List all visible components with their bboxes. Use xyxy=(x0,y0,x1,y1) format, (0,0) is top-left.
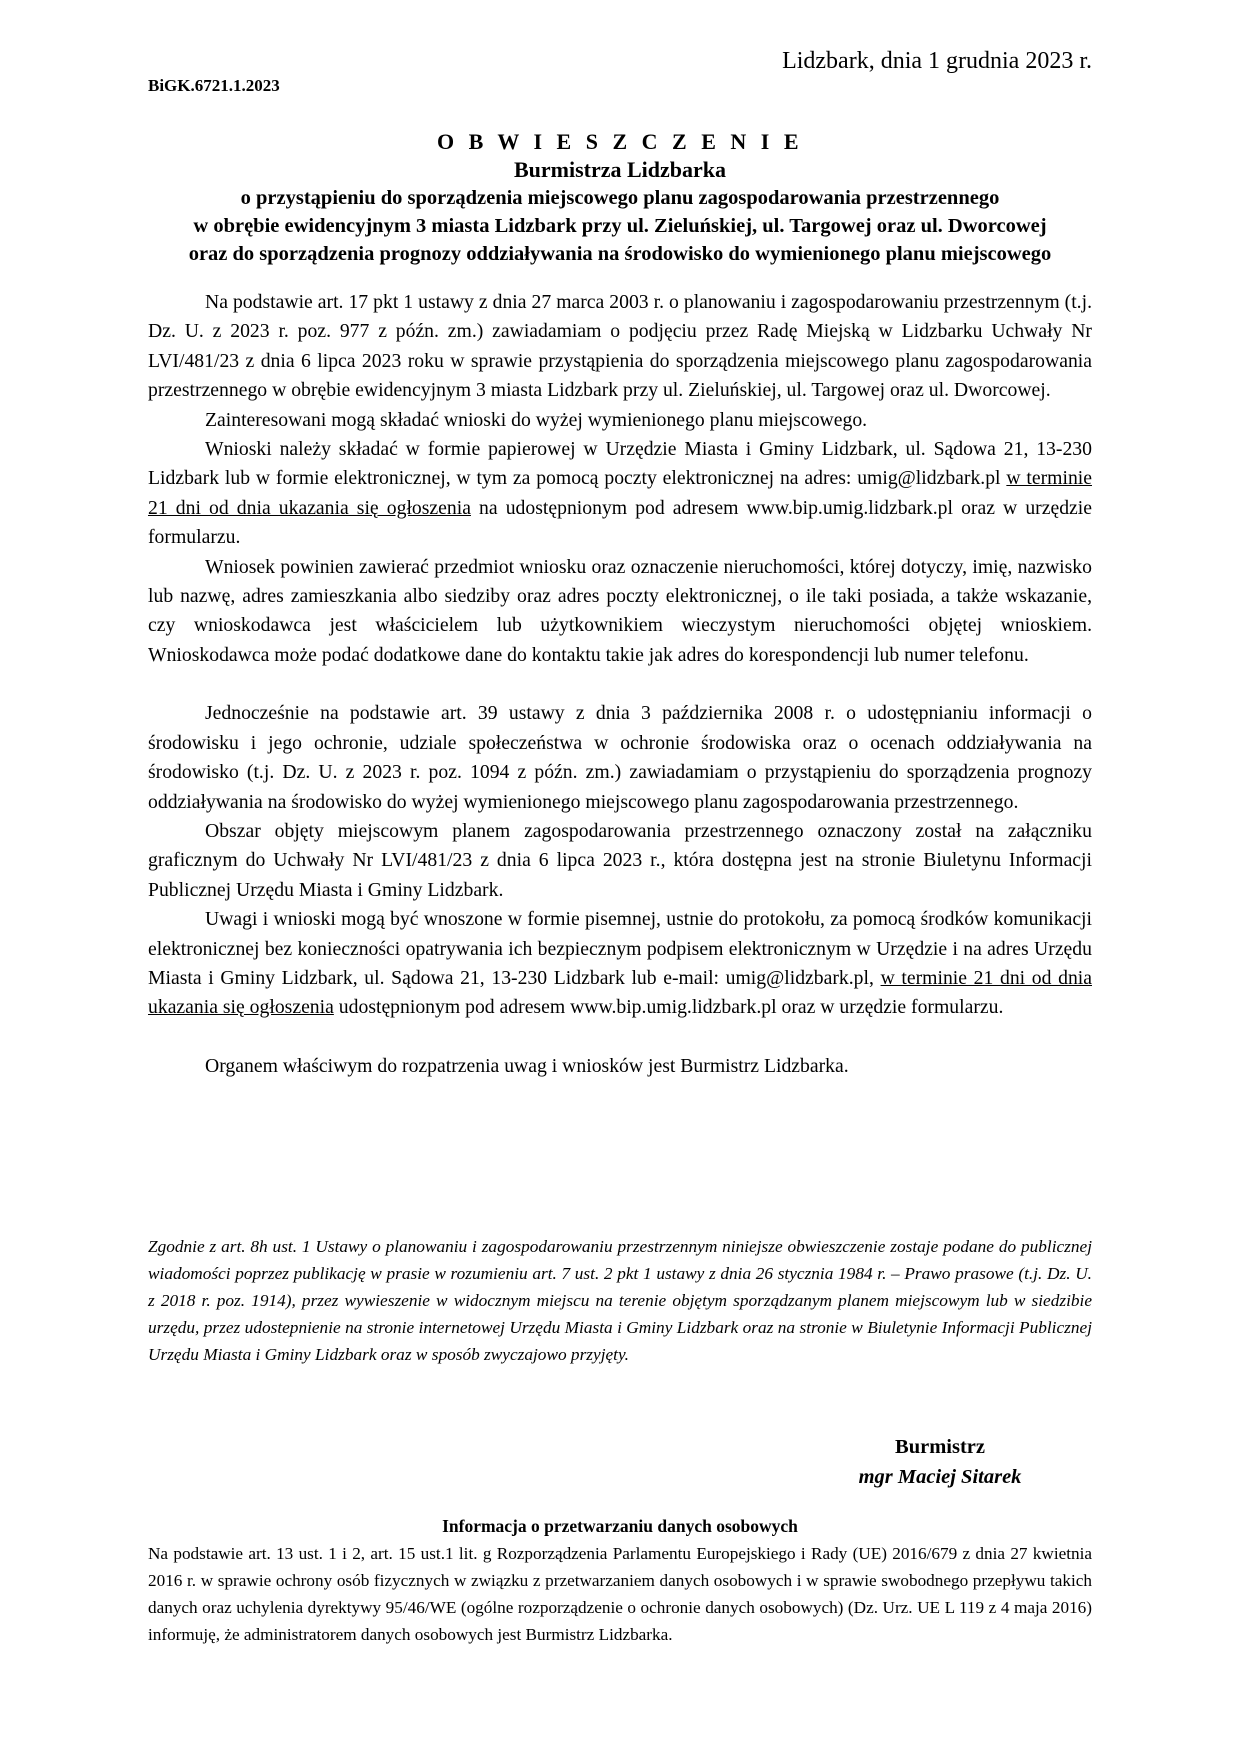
header-subject-line-3: oraz do sporządzenia prognozy oddziaływania na środowisko do wymienionego planu miejscowego xyxy=(188,243,1052,265)
data-protection-title: Informacja o przetwarzaniu danych osobowych xyxy=(442,1516,798,1536)
header-subject-line-2: w obrębie ewidencyjnym 3 miasta Lidzbark przy ul. Zieluńskiej, ul. Targowej oraz ul. Dworcowej xyxy=(193,215,1047,237)
signature-title: Burmistrz xyxy=(895,1436,985,1458)
document-reference-number: BiGK.6721.1.2023 xyxy=(148,76,280,95)
paragraph-submission xyxy=(148,435,1092,553)
data-protection-section xyxy=(148,1540,1092,1648)
paragraph-legal-basis: Na podstawie art. 17 pkt 1 ustawy z dnia 27 marca 2003 r. o planowaniu i zagospodarowaniu przestrzennym (t.j. Dz. U. z 2023 r. poz. 977 z późn. zm.) zawiadamiam o podjęciu przez Radę Miejską w Lidzbarku Uchwały Nr LVI/481/23 z dnia 6 lipca 2023 roku w sprawie przystąpienia do sporządzenia miejscowego planu zagospodarowania przestrzennego w obrębie ewidencyjnym 3 miasta Lidzbark przy ul. Zieluńskiej, ul. Targowej oraz ul. Dworcowej. xyxy=(148,291,1092,402)
paragraph-remarks-text-a: Uwagi i wnioski mogą być wnoszone w formie pisemnej, ustnie do protokołu, za pomocą środków komunikacji elektronicznej bez konieczności opatrywania ich bezpiecznym podpisem elektronicznym w Urzędzie i na adres Urzędu Miasta i Gminy Lidzbark, ul. Sądowa 21, 13-230 Lidzbark lub e-mail: umig@lidzbark.pl, xyxy=(148,908,1092,989)
deadline-underlined-1: w terminie 21 dni od dnia ukazania się ogłoszenia xyxy=(148,467,1092,519)
paragraph-remarks-text-b: udostępnionym pod adresem www.bip.umig.lidzbark.pl oraz w urzędzie formularzu. xyxy=(333,996,1004,1019)
header-subject-line-1: o przystąpieniu do sporządzenia miejscowego planu zagospodarowania przestrzennego xyxy=(240,187,1000,209)
document-header xyxy=(140,128,1100,268)
paragraph-plan-area: Obszar objęty miejscowym planem zagospodarowania przestrzennego oznaczony został na załączniku graficznym do Uchwały Nr LVI/481/23 z dnia 6 lipca 2023 r., która dostępna jest na stronie Biuletynu Informacji Publicznej Urzędu Miasta i Gminy Lidzbark. xyxy=(148,819,1092,901)
paragraph-remarks xyxy=(148,905,1092,1023)
legal-note-text: Zgodnie z art. 8h ust. 1 Ustawy o planowaniu i zagospodarowaniu przestrzennym niniejsze obwieszczenie zostaje podane do publicznej wiadomości poprzez publikację w prasie w rozumieniu art. 7 ust. 2 pkt 1 ustawy z dnia 26 stycznia 1984 r. – Prawo prasowe (t.j. Dz. U. z 2018 r. poz. 1914), przez wywieszenie w widocznym miejscu na terenie objętym sporządzanym planem miejscowym lub w siedzibie urzędu, przez udostepnienie na stronie internetowej Urzędu Miasta i Gminy Lidzbark oraz na stronie w Biuletynie Informacji Publicznej Urzędu Miasta i Gminy Lidzbark oraz w sposób zwyczajowo przyjęty. xyxy=(148,1237,1092,1364)
header-title: O B W I E S Z C Z E N I E xyxy=(437,129,803,154)
document-date: Lidzbark, dnia 1 grudnia 2023 r. xyxy=(782,48,1092,74)
data-protection-text: Na podstawie art. 13 ust. 1 i 2, art. 15 ust.1 lit. g Rozporządzenia Parlamentu Europejskiego i Rady (UE) 2016/679 z dnia 27 kwietnia 2016 r. w sprawie ochrony osób fizycznych w związku z przetwarzaniem danych osobowych i w sprawie swobodnego przepływu takich danych oraz uchylenia dyrektywy 95/46/WE (ogólne rozporządzenie o ochronie danych osobowych) (Dz. Urz. UE L 119 z 4 maja 2016) informuję, że administratorem danych osobowych jest Burmistrz Lidzbarka. xyxy=(148,1544,1092,1644)
header-issuer: Burmistrza Lidzbarka xyxy=(513,157,727,182)
signature-name: mgr Maciej Sitarek xyxy=(858,1466,1022,1488)
paragraph-competent-authority: Organem właściwym do rozpatrzenia uwag i wniosków jest Burmistrz Lidzbarka. xyxy=(205,1054,849,1077)
deadline-underlined-2: w terminie 21 dni od dnia ukazania się ogłoszenia xyxy=(148,966,1092,1019)
paragraph-submission-text-a: Wnioski należy składać w formie papierowej w Urzędzie Miasta i Gminy Lidzbark, ul. Sądowa 21, 13-230 Lidzbark lub w formie elektronicznej, w tym za pomocą poczty elektronicznej na adres: umig@lidzbark.pl xyxy=(148,438,1092,490)
paragraph-application-content: Wniosek powinien zawierać przedmiot wniosku oraz oznaczenie nieruchomości, której dotyczy, imię, nazwisko lub nazwę, adres zamieszkania albo siedziby oraz adres poczty elektronicznej, o ile taki posiada, a także wskazanie, czy wnioskodawca jest właścicielem lub użytkownikiem wieczystym nieruchomości objętej wnioskiem. Wnioskodawca może podać dodatkowe dane do kontaktu takie jak adres do korespondencji lub numer telefonu. xyxy=(148,555,1092,666)
document-body xyxy=(148,288,1092,1081)
legal-note xyxy=(148,1233,1092,1368)
signature-block xyxy=(820,1432,1060,1492)
paragraph-interested-parties: Zainteresowani mogą składać wnioski do wyżej wymienionego planu miejscowego. xyxy=(205,408,868,431)
paragraph-submission-text-b: na udostępnionym pod adresem www.bip.umig.lidzbark.pl oraz w urzędzie formularzu. xyxy=(148,496,1092,549)
paragraph-environment-forecast: Jednocześnie na podstawie art. 39 ustawy z dnia 3 października 2008 r. o udostępnianiu informacji o środowisku i jego ochronie, udziale społeczeństwa w ochronie środowiska oraz o ocenach oddziaływania na środowisko (t.j. Dz. U. z 2023 r. poz. 1094 z późn. zm.) zawiadamiam o przystąpieniu do sporządzenia prognozy oddziaływania na środowisko do wyżej wymienionego miejscowego planu zagospodarowania przestrzennego. xyxy=(148,702,1092,813)
